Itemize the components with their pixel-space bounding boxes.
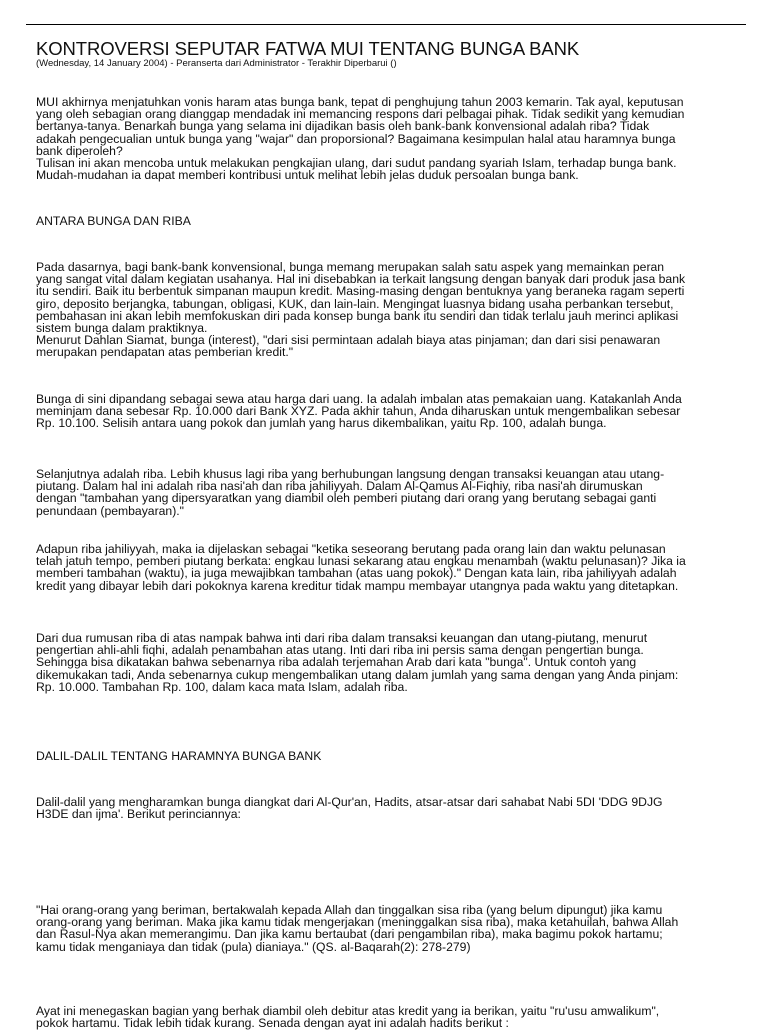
article-meta: (Wednesday, 14 January 2004) - Peranserta dari Administrator - Terakhir Diperbarui () <box>36 58 397 69</box>
paragraph-3: Selanjutnya adalah riba. Lebih khusus lagi riba yang berhubungan langsung dengan transaksi keuangan atau utang- piutang. Dalam hal ini adalah riba nasi'ah dan riba jahiliyyah. Dalam Al-Qamus Al-Fiqhiy, riba nasi'ah dirumuskan dengan "tambahan yang dipersyaratkan yang diambil oleh pemberi piutang dari orang yang berutang sebagai ganti penundaan (pembayaran)." <box>36 467 665 518</box>
paragraph-5: Dari dua rumusan riba di atas nampak bahwa inti dari riba dalam transaksi keuangan dan utang-piutang, menurut pengertian ahli-ahli fiqhi, adalah penambahan atas utang. Inti dari riba ini persis sama dengan pengertian bunga. Sehingga bisa dikatakan bahwa sebenarnya riba adalah terjemahan Arab dari kata "bunga". Untuk contoh yang dikemukakan tadi, Anda sebenarnya cukup mengembalikan utang dalam jumlah yang sama dengan yang Anda pinjam: Rp. 10.000. Tambahan Rp. 100, dalam kaca mata Islam, adalah riba. <box>36 631 679 694</box>
paragraph-8: Ayat ini menegaskan bagian yang berhak diambil oleh debitur atas kredit yang ia berikan, yaitu "ru'usu amwalikum", pokok hartamu. Tidak lebih tidak kurang. Senada dengan ayat ini adalah hadits berikut : <box>36 1004 660 1030</box>
quran-quote: "Hai orang-orang yang beriman, bertakwalah kepada Allah dan tinggalkan sisa riba (yang belum dipungut) jika kamu orang-orang yang beriman. Maka jika kamu tidak mengerjakan (meninggalkan sisa riba), maka ketahuilah, bahwa Allah dan Rasul-Nya akan memerangimu. Dan jika kamu bertaubat (dari pengambilan riba), maka bagimu pokok hartamu; kamu tidak menganiaya dan tidak (pula) dianiaya." (QS. al-Baqarah(2): 278-279) <box>36 903 679 954</box>
section-heading-bunga-riba: ANTARA BUNGA DAN RIBA <box>36 214 191 228</box>
paragraph-2: Bunga di sini dipandang sebagai sewa atau harga dari uang. Ia adalah imbalan atas pemakaian uang. Katakanlah Anda meminjam dana sebesar Rp. 10.000 dari Bank XYZ. Pada akhir tahun, Anda diharuskan untuk mengembalikan sebesar Rp. 10.100. Selisih antara uang pokok dan jumlah yang harus dikembalikan, yaitu Rp. 100, adalah bunga. <box>36 392 682 431</box>
section-heading-dalil: DALIL-DALIL TENTANG HARAMNYA BUNGA BANK <box>36 749 322 763</box>
top-rule <box>26 24 746 25</box>
intro-paragraph: MUI akhirnya menjatuhkan vonis haram atas bunga bank, tepat di penghujung tahun 2003 kemarin. Tak ayal, keputusan yang oleh sebagian orang dianggap mendadak ini memancing respons dari pelbagai pihak. Tidak sedikit yang kemudian bertanya-tanya. Benarkah bunga yang selama ini dijadikan basis oleh bank-bank konvensional adalah riba? Tidak adakah pengecualian untuk bunga yang "wajar" dan proporsional? Bagaimana kesimpulan halal atau haramnya bunga bank diperoleh? Tulisan ini akan mencoba untuk melakukan pengkajian ulang, dari sudut pandang syariah Islam, terhadap bunga bank. Mudah-mudahan ia dapat memberi kontribusi untuk melihat lebih jelas duduk persoalan bunga bank. <box>36 95 685 183</box>
paragraph-4: Adapun riba jahiliyyah, maka ia dijelaskan sebagai "ketika seseorang berutang pada orang lain dan waktu pelunasan telah jatuh tempo, pemberi piutang berkata: engkau lunasi sekarang atau engkau menambah (waktu pelunasan)? Jika ia memberi tambahan (waktu), ia juga mewajibkan tambahan (atas uang pokok)." Dengan kata lain, riba jahiliyyah adalah kredit yang dibayar lebih dari pokoknya karena kreditur tidak mampu membayar utangnya pada waktu yang ditetapkan. <box>36 542 686 593</box>
paragraph-1: Pada dasarnya, bagi bank-bank konvensional, bunga memang merupakan salah satu aspek yang memainkan peran yang sangat vital dalam kegiatan usahanya. Hal ini disebabkan ia terkait langsung dengan banyak dari produk jasa bank itu sendiri. Baik itu berbentuk simpanan maupun kredit. Masing-masing dengan bentuknya yang beraneka ragam seperti giro, deposito berjangka, tabungan, obligasi, KUK, dan lain-lain. Mengingat luasnya bidang usaha perbankan tersebut, pembahasan ini akan lebih memfokuskan diri pada konsep bunga bank itu sendiri dan tidak terlalu jauh merinci aplikasi sistem bunga dalam praktiknya. Menurut Dahlan Siamat, bunga (interest), "dari sisi permintaan adalah biaya atas pinjaman; dan dari sisi penawaran merupakan pendapatan atas pemberian kredit." <box>36 260 686 360</box>
article-title: KONTROVERSI SEPUTAR FATWA MUI TENTANG BUNGA BANK <box>36 38 580 59</box>
paragraph-6: Dalil-dalil yang mengharamkan bunga diangkat dari Al-Qur'an, Hadits, atsar-atsar dari sahabat Nabi 5DI 'DDG 9DJG H3DE dan ijma'. Berikut perinciannya: <box>36 795 663 822</box>
